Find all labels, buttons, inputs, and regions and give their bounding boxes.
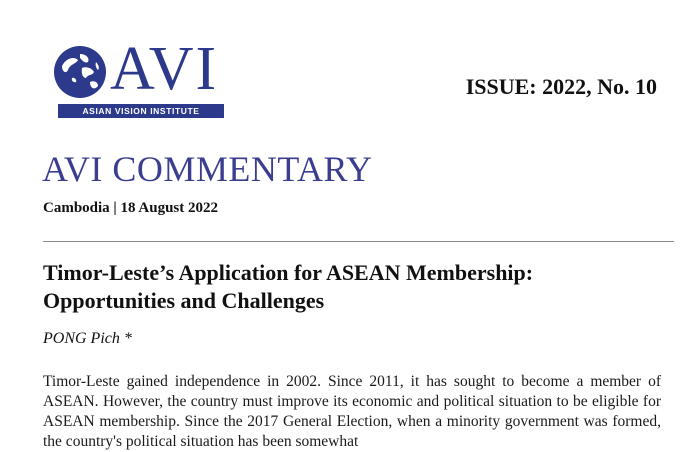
dateline: Cambodia | 18 August 2022 bbox=[43, 200, 219, 216]
logo-wordmark: AVI bbox=[110, 35, 219, 103]
article-headline: Timor-Leste’s Application for ASEAN Membership: Opportunities and Challenges bbox=[43, 260, 534, 313]
logo-tagline: ASIAN VISION INSTITUTE bbox=[58, 104, 224, 118]
series-title: AVI COMMENTARY bbox=[42, 149, 373, 189]
avi-logo bbox=[52, 35, 227, 120]
globe-icon bbox=[52, 44, 108, 100]
divider bbox=[43, 241, 674, 242]
article-author: PONG Pich * bbox=[43, 330, 132, 347]
body-paragraph: Timor-Leste gained independence in 2002. Since 2011, it has sought to become a member of ASEAN. However, the country must improve its economic and political situation to be eligible for ASEAN membership. Since the 2017 General Election, when a minority government was formed, the country's political situation has been somewhat bbox=[43, 373, 661, 450]
issue-number: ISSUE: 2022, No. 10 bbox=[465, 74, 657, 99]
